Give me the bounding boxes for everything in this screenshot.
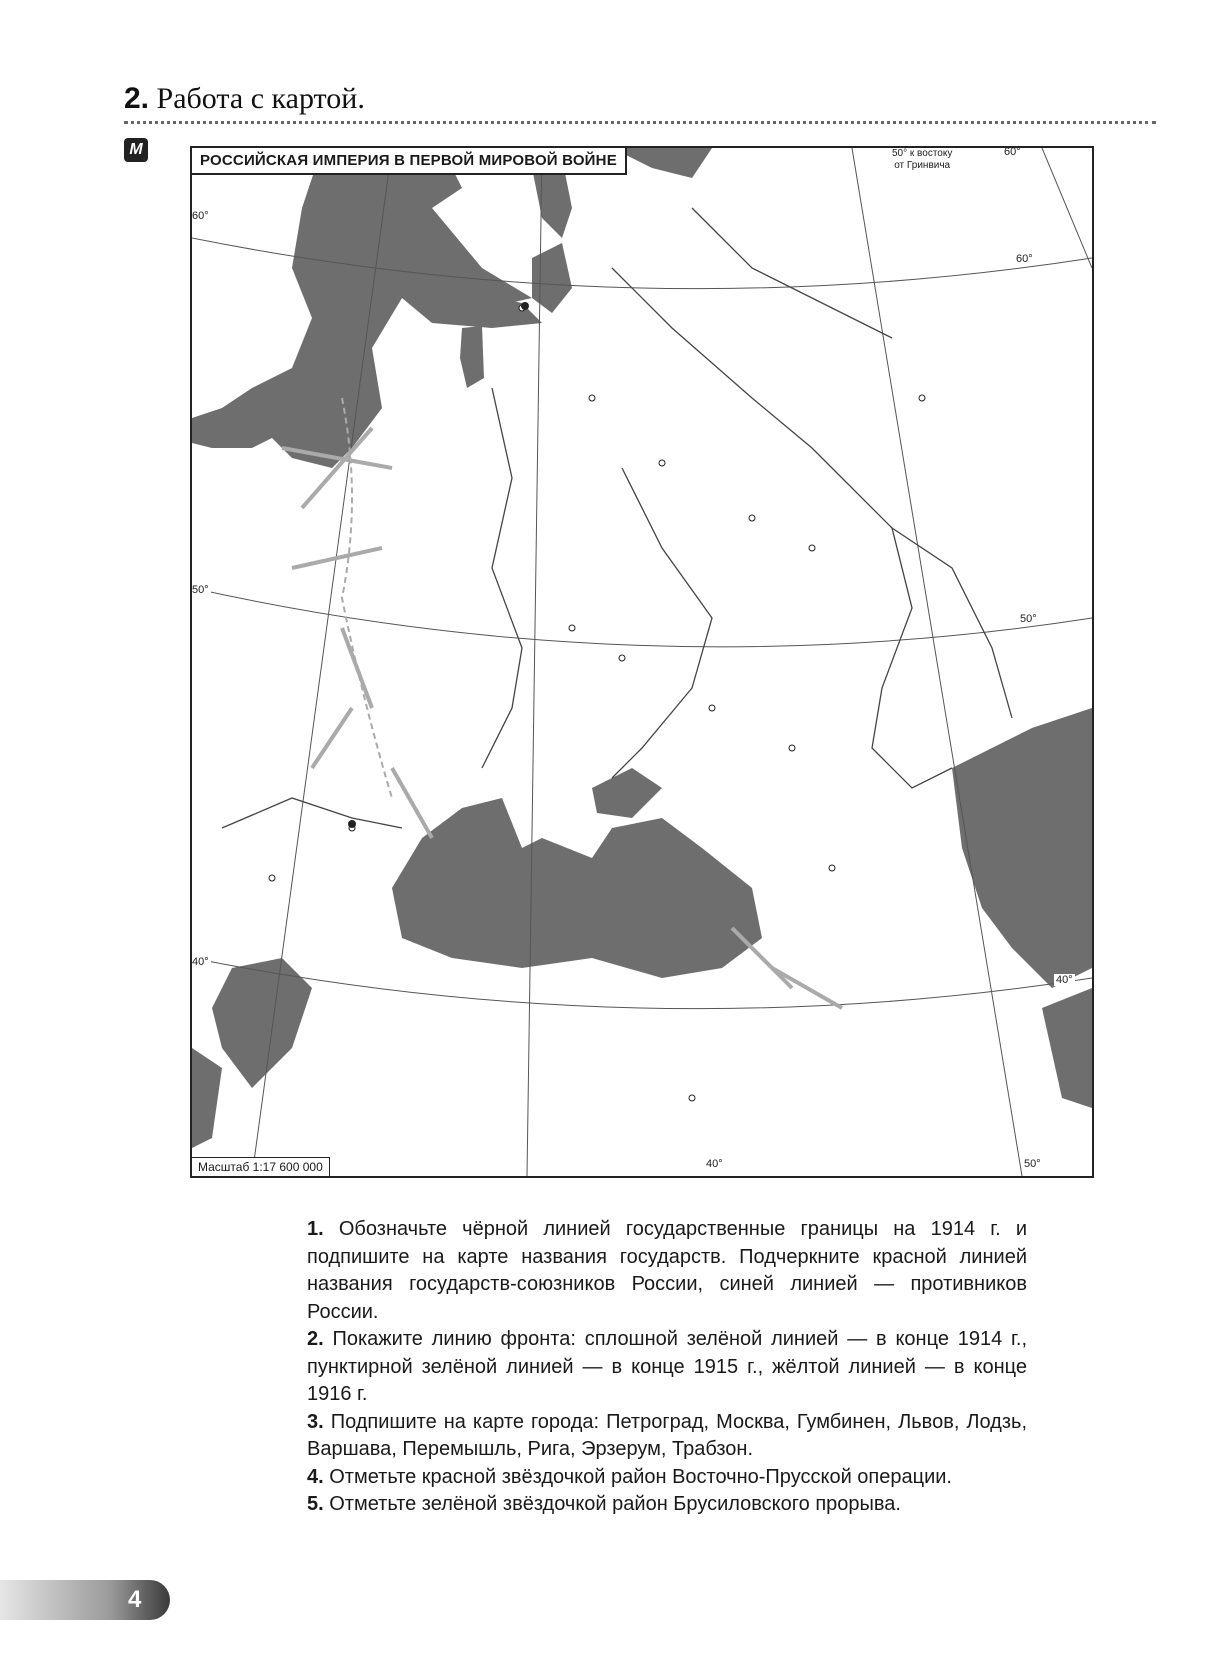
section-number: 2.	[124, 82, 150, 115]
task-text: Подпишите на карте города: Петроград, Москва, Гумбинен, Львов, Лодзь, Варшава, Перемышль, Рига, Эрзерум, Трабзон.	[307, 1410, 1027, 1460]
lat-50-right-label: 50°	[1020, 613, 1037, 625]
map-scale: Масштаб 1:17 600 000	[192, 1157, 330, 1176]
town-marker	[809, 545, 815, 551]
task-number: 1.	[307, 1218, 324, 1240]
adriatic-fragment	[192, 1048, 222, 1148]
task-item	[307, 1491, 1027, 1519]
task-number: 4.	[307, 1465, 324, 1488]
lake-chudskoe	[460, 326, 484, 388]
task-text: Покажите линию фронта: сплошной зелёной линией — в конце 1914 г., пунктирной зелёной линией — в конце 1915 г., жёлтой линией — в конце 1916 г.	[307, 1328, 1027, 1405]
town-marker	[569, 625, 575, 631]
task-number: 3.	[307, 1410, 324, 1433]
town-marker	[789, 745, 795, 751]
meridian-note	[892, 148, 952, 172]
task-item	[307, 1409, 1027, 1464]
town-marker	[589, 395, 595, 401]
lat-40-left-label: 40°	[192, 956, 209, 968]
white-sea	[612, 148, 712, 178]
aegean-sea	[212, 958, 312, 1088]
lat-60-right-label: 60°	[1016, 253, 1033, 265]
task-text: Обозначьте чёрной линией государственные границы на 1914 г. и подпишите на карте названия государств. Подчеркните красной линией названия государств-союзников России, синей линией — противников России.	[307, 1218, 1027, 1323]
task-number: 5.	[307, 1493, 324, 1515]
task-list	[307, 1216, 1027, 1519]
caspian-sea	[952, 708, 1092, 988]
aral-fragment	[1042, 988, 1092, 1108]
river-volga	[612, 268, 952, 788]
lat-50-left-label: 50°	[192, 584, 209, 596]
town-marker	[709, 705, 715, 711]
river-don	[612, 468, 712, 778]
dotted-divider	[124, 121, 1156, 124]
map-title: РОССИЙСКАЯ ИМПЕРИЯ В ПЕРВОЙ МИРОВОЙ ВОЙНЕ	[192, 148, 627, 175]
task-item	[307, 1326, 1027, 1409]
task-text: Отметьте зелёной звёздочкой район Брусиловского прорыва.	[329, 1493, 901, 1515]
town-marker	[829, 865, 835, 871]
task-item	[307, 1464, 1027, 1492]
meridian-60	[1042, 148, 1092, 268]
front-line-1914	[342, 398, 392, 798]
river-danube	[222, 798, 402, 828]
task-item	[307, 1216, 1027, 1326]
lon-60-top-label: 60°	[1004, 146, 1021, 158]
lat-40-right-label: 40°	[1056, 974, 1073, 986]
river-dvina	[692, 208, 892, 338]
sea-of-azov	[592, 768, 662, 818]
page-tab	[0, 1580, 170, 1620]
meridian-40	[527, 148, 542, 1176]
lon-40-bottom-label: 40°	[706, 1158, 723, 1170]
town-marker	[619, 655, 625, 661]
town-marker	[689, 1095, 695, 1101]
town-marker	[749, 515, 755, 521]
parallel-50	[192, 588, 1092, 647]
river-ural	[892, 528, 1012, 718]
m-badge-icon: М	[124, 138, 148, 162]
section-title	[124, 82, 365, 116]
map	[190, 146, 1094, 1178]
task-number: 2.	[307, 1328, 324, 1350]
page-number: 4	[128, 1586, 142, 1613]
lon-50-bottom-label: 50°	[1024, 1158, 1041, 1170]
meridian-note-line2: от Гринвича	[894, 160, 951, 171]
task-text: Отметьте красной звёздочкой район Восточно-Прусской операции.	[329, 1465, 952, 1488]
lat-60-left-label: 60°	[192, 210, 209, 222]
meridian-note-line1: 50° к востоку	[892, 148, 953, 159]
lake-ladoga	[532, 243, 572, 313]
town-marker	[919, 395, 925, 401]
capital-marker	[521, 302, 529, 310]
section-title-text: Работа с картой.	[156, 82, 365, 115]
river-dnieper	[482, 388, 522, 768]
capital-marker	[348, 820, 356, 828]
town-marker	[659, 460, 665, 466]
town-marker	[269, 875, 275, 881]
black-sea	[392, 798, 762, 978]
map-drawing	[192, 148, 1092, 1176]
